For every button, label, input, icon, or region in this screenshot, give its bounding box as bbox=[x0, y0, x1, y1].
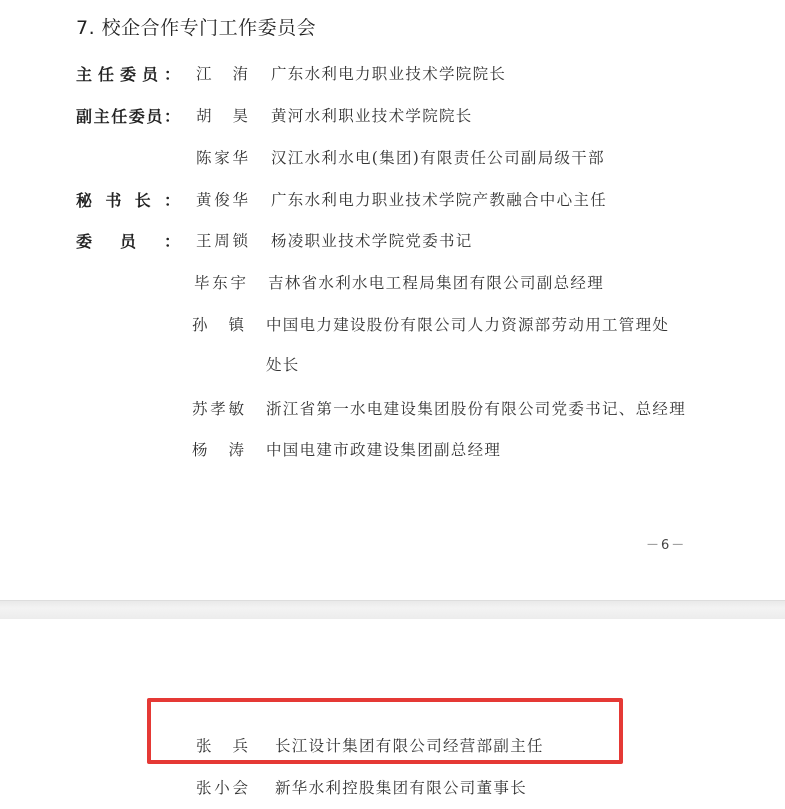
highlight-box bbox=[147, 698, 623, 764]
member-org: 新华水利控股集团有限公司董事长 bbox=[275, 779, 528, 797]
section-title: 7. 校企合作专门工作委员会 bbox=[76, 17, 317, 39]
member-org: 浙江省第一水电建设集团股份有限公司党委书记、总经理 bbox=[266, 400, 687, 418]
member-org-continued: 处长 bbox=[266, 356, 300, 374]
member-org: 杨凌职业技术学院党委书记 bbox=[271, 232, 473, 250]
member-org: 黄河水利职业技术学院院长 bbox=[271, 107, 473, 125]
role-label: 秘书长： bbox=[76, 191, 180, 210]
member-org: 广东水利电力职业技术学院产教融合中心主任 bbox=[271, 191, 608, 209]
role-label: 副主任委员： bbox=[76, 107, 180, 126]
page-separator bbox=[0, 600, 785, 620]
member-name: 张小会 bbox=[196, 779, 248, 797]
member-org: 汉江水利水电(集团)有限责任公司副局级干部 bbox=[271, 149, 605, 167]
member-name: 黄俊华 bbox=[196, 191, 248, 209]
role-label: 主任委员： bbox=[76, 65, 180, 84]
member-name: 张 兵 bbox=[196, 737, 248, 755]
member-org: 长江设计集团有限公司经营部副主任 bbox=[275, 737, 544, 755]
role-label: 委员： bbox=[76, 232, 180, 251]
member-org: 中国电建市政建设集团副总经理 bbox=[266, 441, 502, 459]
member-org: 中国电力建设股份有限公司人力资源部劳动用工管理处 bbox=[266, 316, 670, 334]
member-name: 陈家华 bbox=[196, 149, 248, 167]
member-name: 杨 涛 bbox=[192, 441, 244, 459]
member-name: 苏孝敏 bbox=[192, 400, 244, 418]
member-name: 王周锁 bbox=[196, 232, 248, 250]
member-name: 毕东宇 bbox=[194, 274, 246, 292]
member-name: 胡 昊 bbox=[196, 107, 248, 125]
member-org: 广东水利电力职业技术学院院长 bbox=[271, 65, 507, 83]
page-number: －6－ bbox=[646, 538, 687, 553]
member-name: 孙 镇 bbox=[192, 316, 244, 334]
member-name: 江 洧 bbox=[196, 65, 248, 83]
member-org: 吉林省水利水电工程局集团有限公司副总经理 bbox=[268, 274, 605, 292]
